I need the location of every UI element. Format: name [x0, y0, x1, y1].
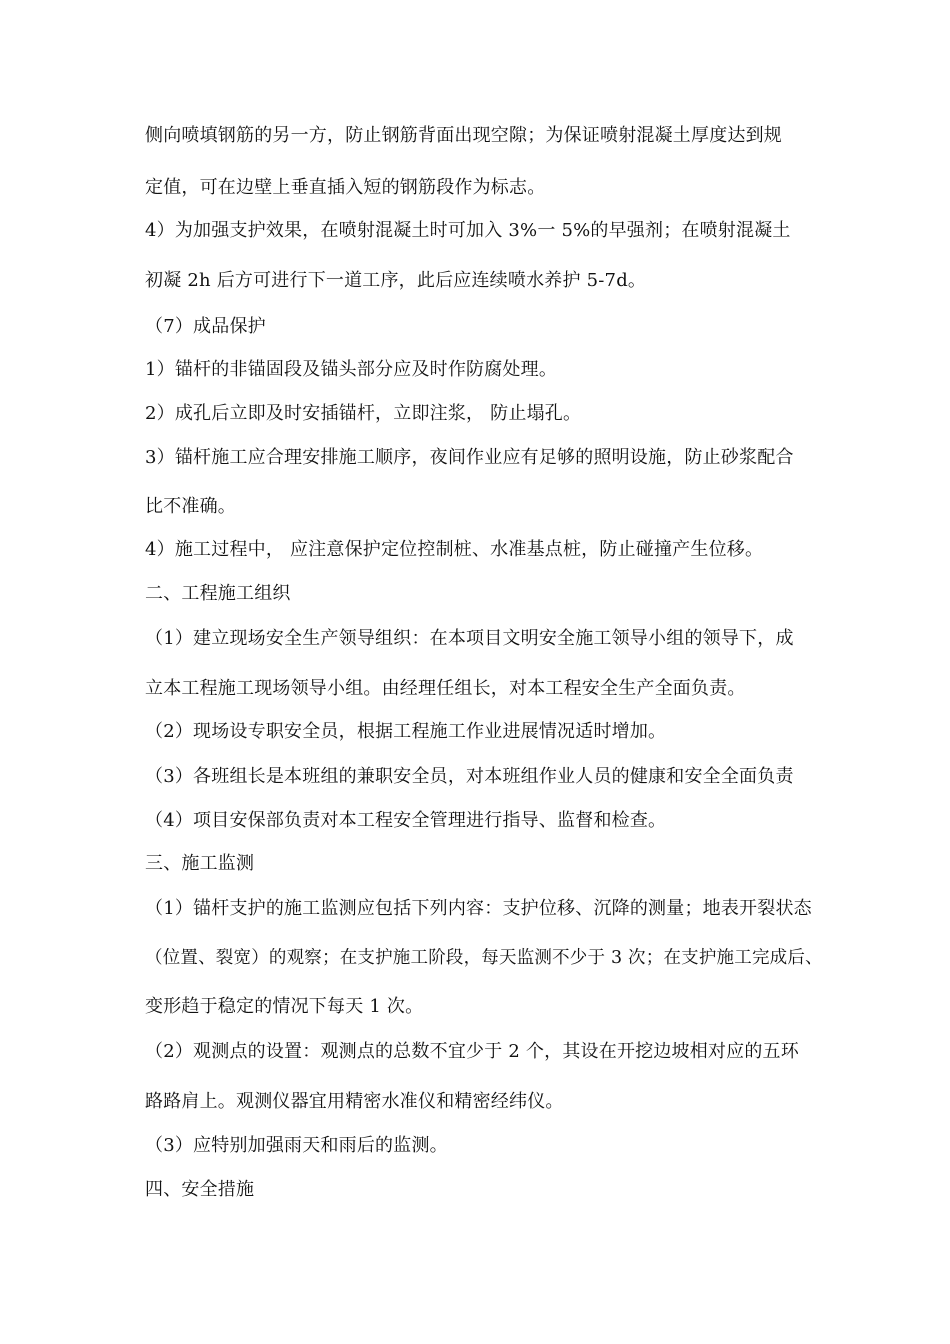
text-line: 变形趋于稳定的情况下每天 1 次。: [145, 996, 424, 1017]
text-line: 1）锚杆的非锚固段及锚头部分应及时作防腐处理。: [145, 359, 558, 380]
section-heading: （7）成品保护: [145, 316, 266, 337]
text-line: （1）建立现场安全生产领导组织：在本项目文明安全施工领导小组的领导下，成: [145, 628, 794, 649]
text-line: 路路肩上。观测仪器宜用精密水准仪和精密经纬仪。: [145, 1091, 564, 1112]
text-line: （位置、裂宽）的观察；在支护施工阶段，每天监测不少于 3 次；在支护施工完成后、: [145, 948, 823, 968]
text-line: 比不准确。: [145, 496, 236, 517]
text-line: 4）施工过程中， 应注意保护定位控制桩、水准基点桩，防止碰撞产生位移。: [145, 539, 764, 560]
text-line: 初凝 2h 后方可进行下一道工序，此后应连续喷水养护 5-7d。: [145, 270, 647, 291]
text-line: 3）锚杆施工应合理安排施工顺序，夜间作业应有足够的照明设施，防止砂浆配合: [145, 447, 794, 468]
text-line: （3）应特别加强雨天和雨后的监测。: [145, 1135, 448, 1156]
text-line: 4）为加强支护效果，在喷射混凝土时可加入 3%一 5%的早强剂；在喷射混凝土: [145, 220, 791, 241]
text-line: 2）成孔后立即及时安插锚杆，立即注浆， 防止塌孔。: [145, 403, 582, 424]
section-heading: 四、安全措施: [145, 1179, 255, 1200]
text-line: 立本工程施工现场领导小组。由经理任组长，对本工程安全生产全面负责。: [145, 678, 746, 699]
text-line: （1）锚杆支护的施工监测应包括下列内容：支护位移、沉降的测量；地表开裂状态: [145, 898, 812, 919]
section-heading: 三、施工监测: [145, 853, 255, 874]
text-line: （4）项目安保部负责对本工程安全管理进行指导、监督和检查。: [145, 810, 667, 831]
text-line: （2）现场设专职安全员，根据工程施工作业进展情况适时增加。: [145, 721, 667, 742]
text-line: 定值，可在边壁上垂直插入短的钢筋段作为标志。: [145, 177, 546, 198]
text-line: （2）观测点的设置：观测点的总数不宜少于 2 个，其设在开挖边坡相对应的五环: [145, 1041, 799, 1062]
section-heading: 二、工程施工组织: [145, 583, 291, 604]
text-line: 侧向喷填钢筋的另一方，防止钢筋背面出现空隙；为保证喷射混凝土厚度达到规: [145, 125, 782, 146]
text-line: （3）各班组长是本班组的兼职安全员，对本班组作业人员的健康和安全全面负责: [145, 766, 794, 787]
